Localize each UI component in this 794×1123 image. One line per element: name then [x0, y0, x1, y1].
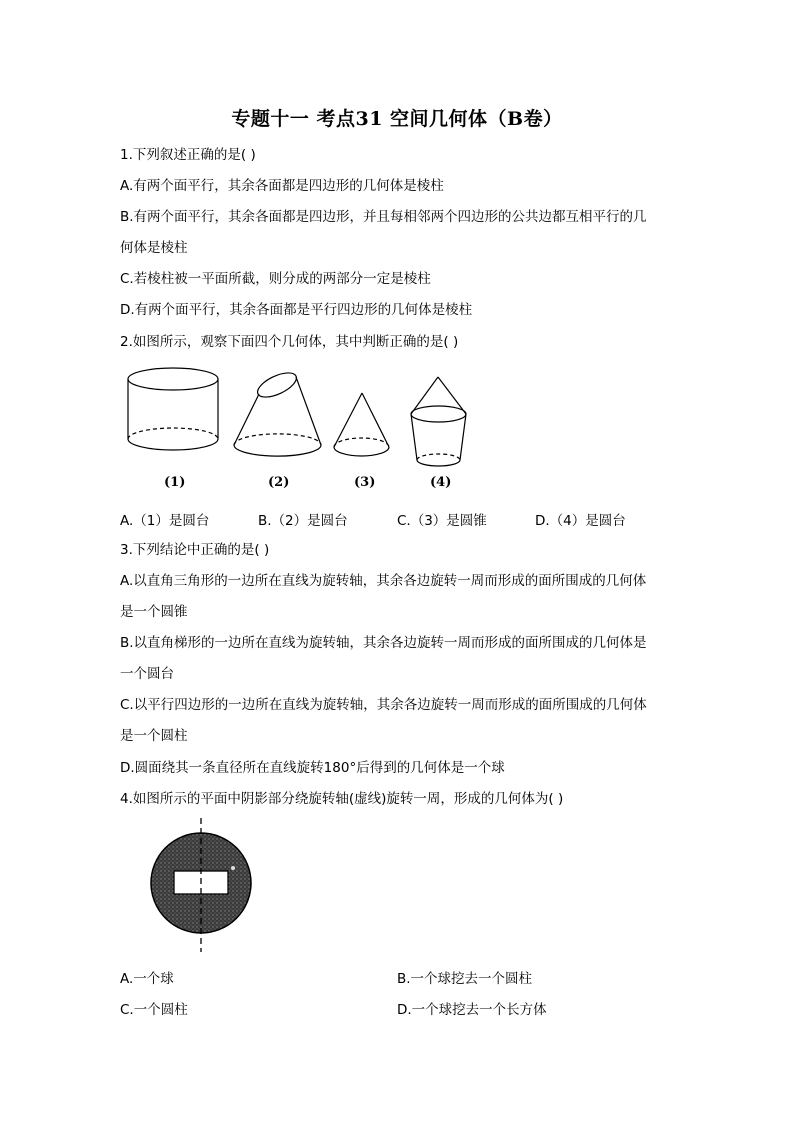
q1-option-b-line2: 何体是棱柱	[120, 240, 188, 256]
q1-option-c: C.若棱柱被一平面所截，则分成的两部分一定是棱柱	[120, 271, 431, 287]
figure-caption-4: (4)	[430, 475, 452, 490]
q3-option-c-line2: 是一个圆柱	[120, 728, 188, 744]
q4-option-d: D.一个球挖去一个长方体	[397, 1002, 547, 1018]
q3-option-d: D.圆面绕其一条直径所在直线旋转180°后得到的几何体是一个球	[120, 760, 505, 776]
q2-option-b: B.（2）是圆台	[258, 513, 348, 529]
q4-option-c: C.一个圆柱	[120, 1002, 188, 1018]
cone-shape	[334, 393, 389, 456]
q3-stem: 3.下列结论中正确的是( )	[120, 542, 270, 558]
q2-option-a: A.（1）是圆台	[120, 513, 210, 529]
q2-stem: 2.如图所示，观察下面四个几何体，其中判断正确的是( )	[120, 334, 459, 350]
q2-option-d: D.（4）是圆台	[535, 513, 626, 529]
q3-option-a-line1: A.以直角三角形的一边所在直线为旋转轴，其余各边旋转一周而形成的面所围成的几何体	[120, 573, 647, 589]
q1-option-b-line1: B.有两个面平行，其余各面都是四边形，并且每相邻两个四边形的公共边都互相平行的几	[120, 209, 647, 225]
figure-caption-2: (2)	[268, 475, 290, 490]
q4-shaded-circle-figure	[148, 818, 258, 954]
cylinder-shape	[128, 368, 218, 450]
q4-stem: 4.如图所示的平面中阴影部分绕旋转轴(虚线)旋转一周，形成的几何体为( )	[120, 791, 564, 807]
oblique-frustum-shape	[234, 368, 321, 456]
figure-caption-3: (3)	[354, 475, 376, 490]
q3-option-a-line2: 是一个圆锥	[120, 604, 188, 620]
q2-option-c: C.（3）是圆锥	[397, 513, 487, 529]
q2-solids-figure	[120, 365, 480, 475]
q3-option-c-line1: C.以平行四边形的一边所在直线为旋转轴，其余各边旋转一周而形成的面所围成的几何体	[120, 697, 647, 713]
q4-option-a: A.一个球	[120, 971, 174, 987]
page-title: 专题十一 考点31 空间几何体（B卷）	[231, 108, 563, 130]
q1-stem: 1.下列叙述正确的是( )	[120, 147, 256, 163]
q1-option-a: A.有两个面平行，其余各面都是四边形的几何体是棱柱	[120, 178, 444, 194]
q4-option-b: B.一个球挖去一个圆柱	[397, 971, 533, 987]
q3-option-b-line1: B.以直角梯形的一边所在直线为旋转轴，其余各边旋转一周而形成的面所围成的几何体是	[120, 635, 647, 651]
q1-option-d: D.有两个面平行，其余各面都是平行四边形的几何体是棱柱	[120, 302, 473, 318]
q3-option-b-line2: 一个圆台	[120, 666, 174, 682]
cone-frustum-shape	[411, 377, 466, 466]
figure-caption-1: (1)	[164, 475, 186, 490]
